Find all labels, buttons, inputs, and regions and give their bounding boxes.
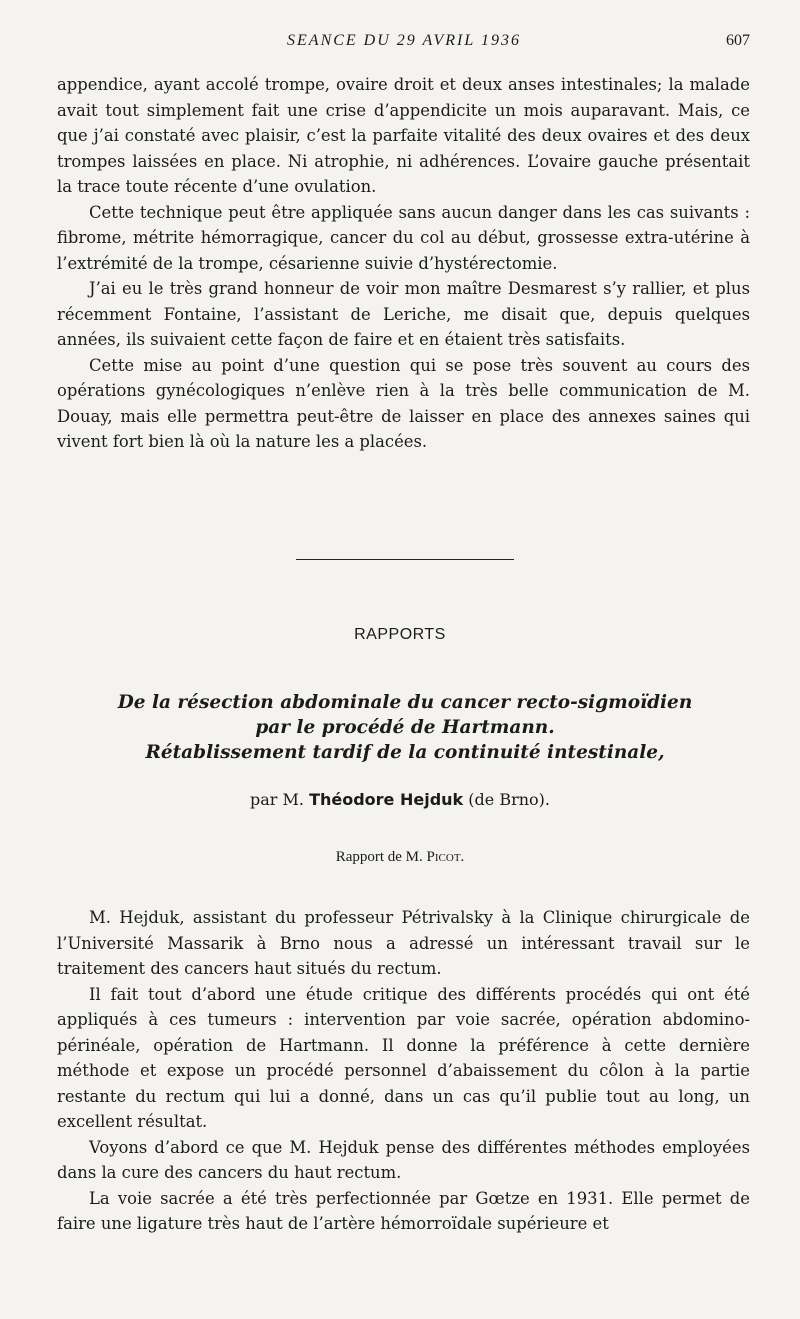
page-number: 607 (726, 32, 750, 49)
paragraph: J’ai eu le très grand honneur de voir mon maître Desmarest s’y rallier, et plus récemment Fontaine, l’assistant de Leriche, me disait que, depuis quelques années, ils suivaient cette façon de faire et en étaient très satisfaits. (57, 279, 750, 349)
article-title-line: De la résection abdominale du cancer recto-sigmoïdien (117, 692, 693, 713)
paragraph: Cette mise au point d’une question qui se pose très souvent au cours des opérations gynécologiques n’enlève rien à la très belle communication de M. Douay, mais elle permettra peut-être de laisser en place des annexes saines qui vivent fort bien là où la nature les a placées. (57, 355, 750, 451)
paragraph: La voie sacrée a été très perfectionnée par Gœtze en 1931. Elle permet de faire une ligature très haut de l’artère hémorroïdale supérieure et (57, 1188, 750, 1233)
byline (0, 790, 800, 809)
report-suffix: . (460, 849, 465, 865)
paragraph: appendice, ayant accolé trompe, ovaire droit et deux anses intestinales; la malade avait tout simplement fait une crise d’appendicite un mois auparavant. Mais, ce que j’ai constaté avec plaisir, c’est la parfaite vitalité des deux ovaires et des deux trompes laissées en place. Ni atrophie, ni adhérences. L’ovaire gauche présentait la trace toute récente d’une ovulation. (57, 75, 750, 196)
article-title-line: Rétablissement tardif de la continuité intestinale, (145, 742, 665, 763)
paragraph: M. Hejduk, assistant du professeur Pétrivalsky à la Clinique chirurgicale de l’Université Massarik à Brno nous a adressé un intéressant travail sur le traitement des cancers haut situés du rectum. (57, 908, 750, 978)
paragraph: Cette technique peut être appliquée sans aucun danger dans les cas suivants : fibrome, métrite hémorragique, cancer du col au début, grossesse extra-utérine à l’extrémité de la trompe, césarienne suivie d’hystérectomie. (57, 202, 750, 273)
running-header (58, 32, 750, 54)
byline-suffix: (de Brno). (468, 790, 550, 809)
report-attribution (0, 849, 800, 866)
paragraph: Voyons d’abord ce que M. Hejduk pense des différentes méthodes employées dans la cure des cancers du haut rectum. (57, 1137, 750, 1182)
report-prefix: Rapport de M. (335, 849, 423, 865)
section-title: RAPPORTS (354, 626, 446, 643)
reporter-name: Picot (426, 849, 461, 865)
author-name: Théodore Hejduk (309, 790, 464, 809)
article-body (57, 905, 750, 1237)
article-title-line: par le procédé de Hartmann. (255, 717, 555, 738)
running-title: SEANCE DU 29 AVRIL 1936 (287, 32, 521, 49)
paragraph: Il fait tout d’abord une étude critique des différents procédés qui ont été appliqués à ces tumeurs : intervention par voie sacrée, opération abdomino-périnéale, opération de Hartmann. Il donne la préférence à cette dernière méthode et expose un procédé personnel d’abaissement du côlon à la partie restante du rectum qui lui a donné, dans un cas qu’il publie tout au long, un excellent résultat. (57, 984, 750, 1131)
article-title (60, 690, 750, 765)
section-divider (296, 559, 514, 560)
continuation-text (57, 72, 750, 455)
byline-prefix: par M. (249, 790, 304, 809)
